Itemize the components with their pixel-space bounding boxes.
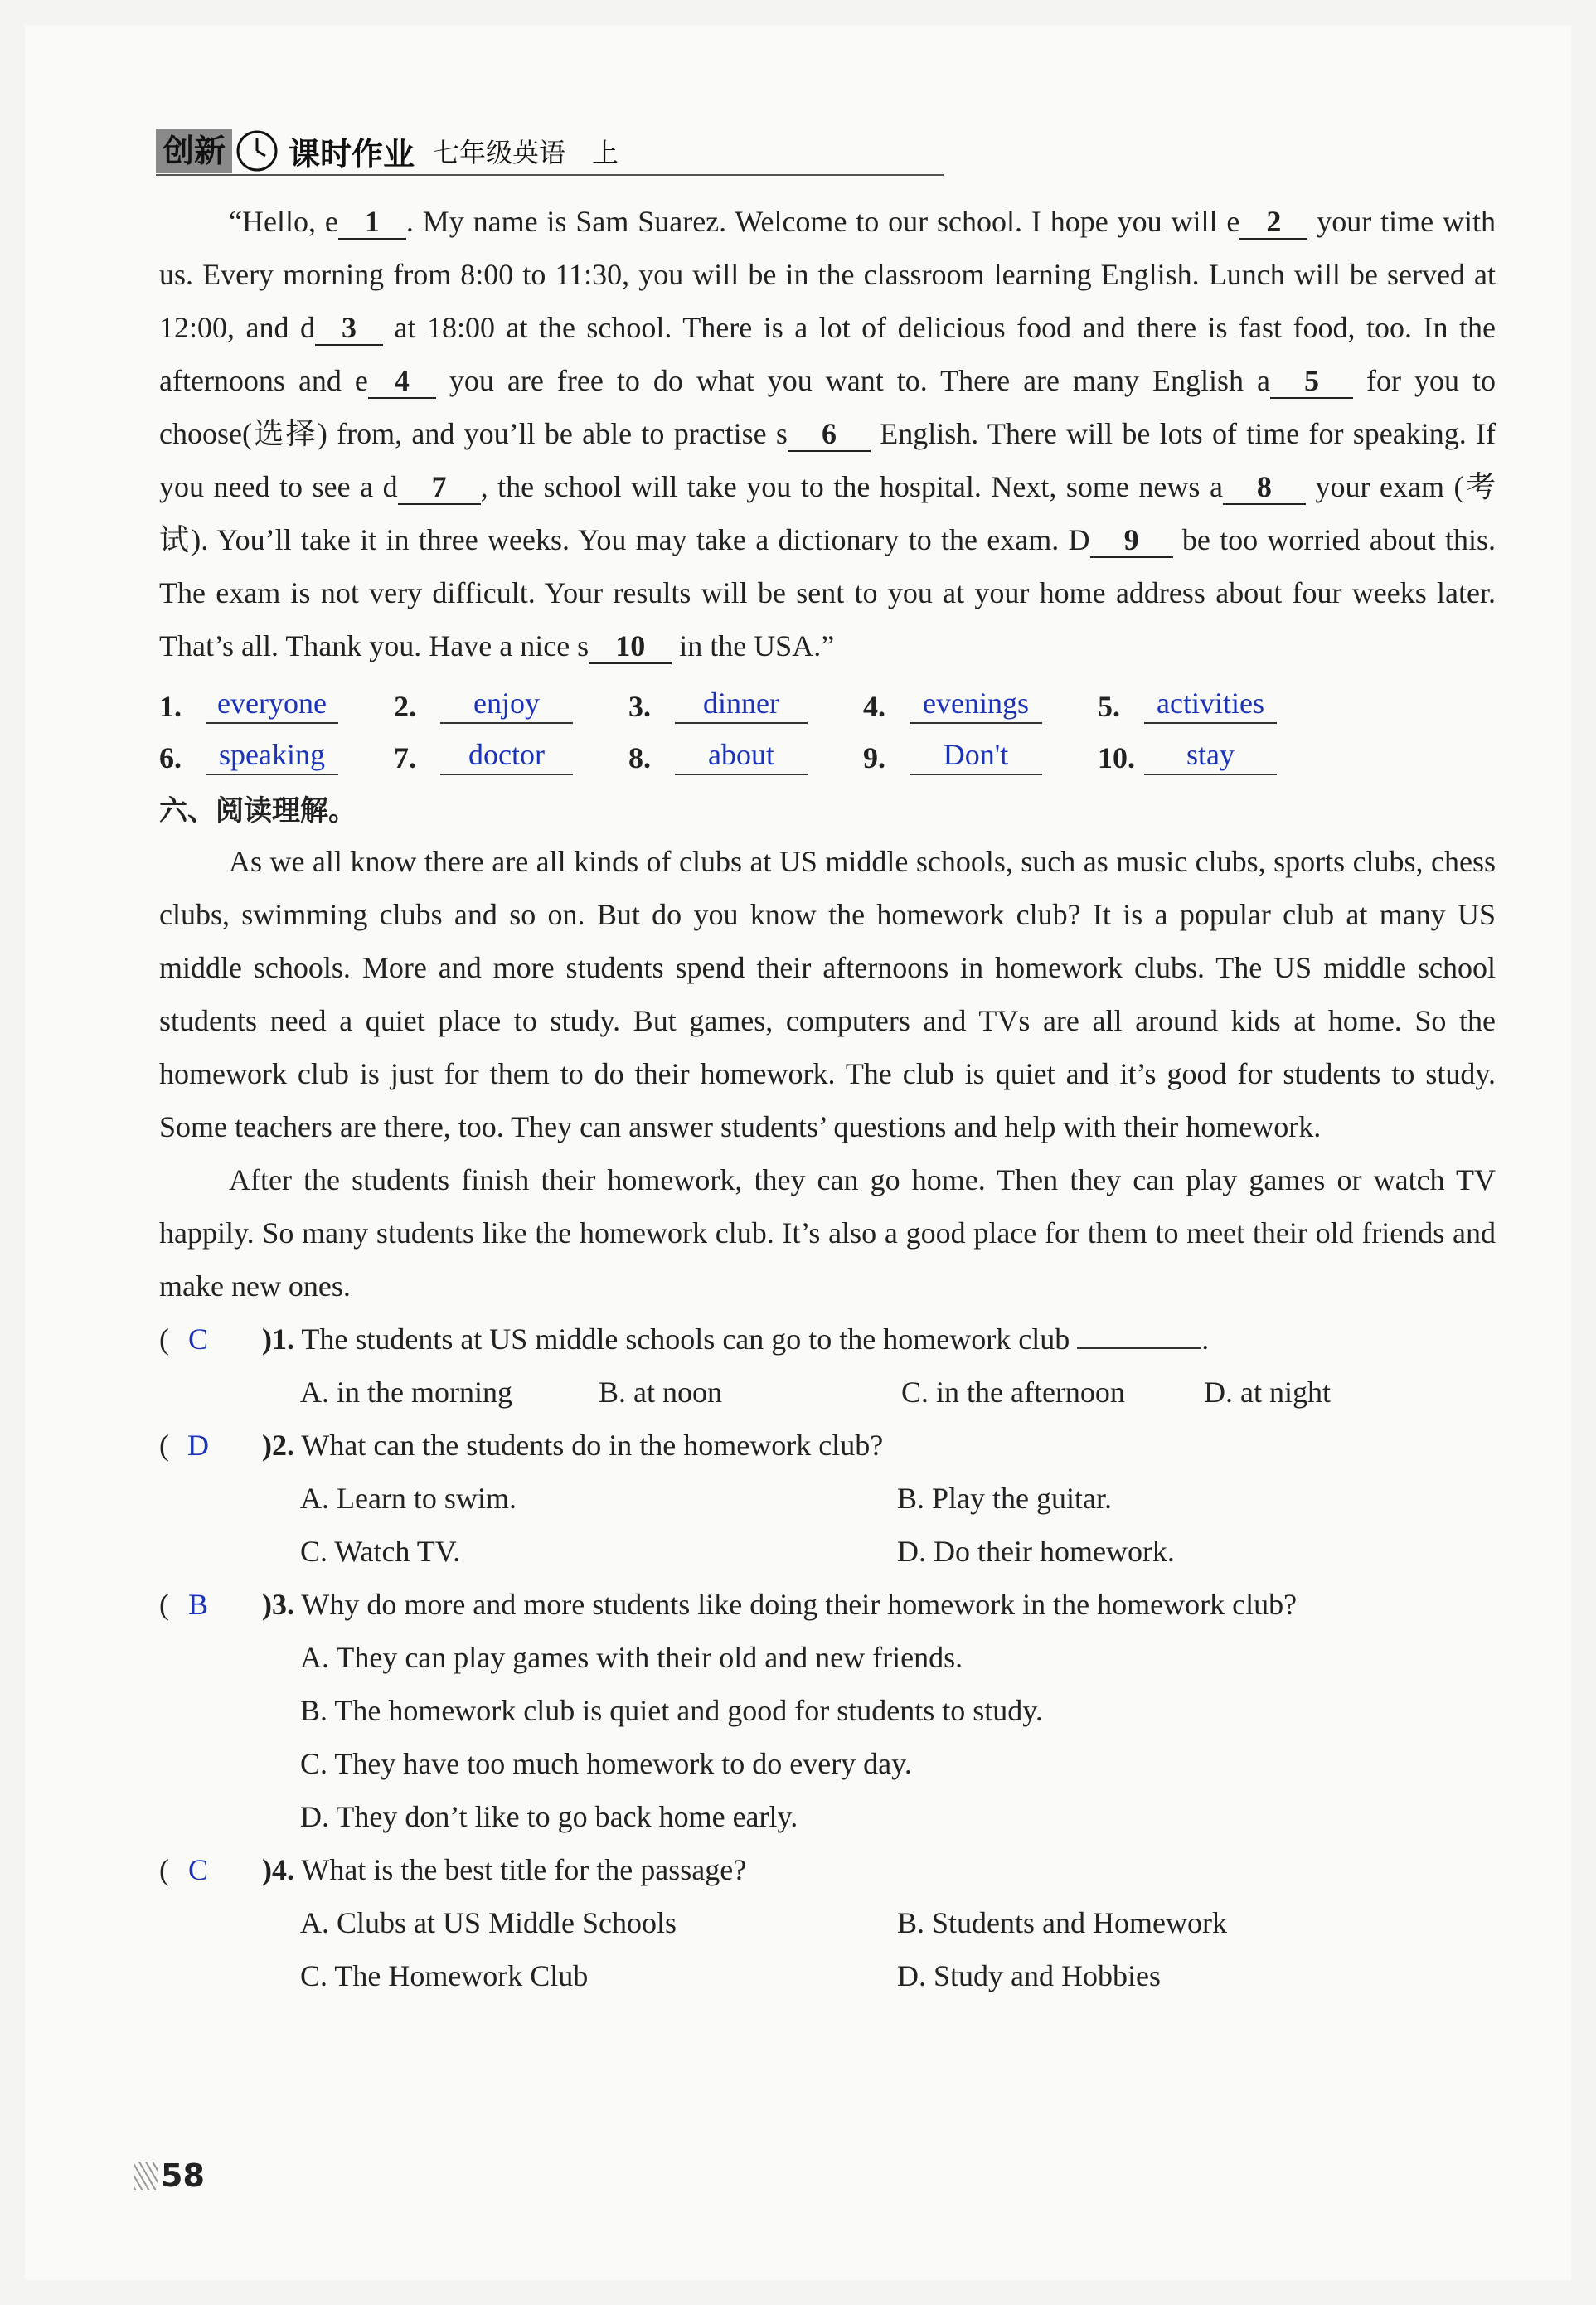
answer-paren: ( C bbox=[159, 1313, 262, 1366]
answer-row bbox=[159, 672, 1496, 724]
answer-value: doctor bbox=[440, 735, 573, 775]
text: English. There will be lots of time for speaking. If you need to see a d bbox=[159, 417, 1497, 503]
brand-label: 创新 bbox=[156, 129, 232, 173]
question-text: The students at US middle schools can go to the homework club bbox=[301, 1322, 1070, 1356]
reading-paragraph-1: As we all know there are all kinds of clubs at US middle schools, such as music clubs, sports clubs, chess clubs, swimming clubs and so on. But do you know the homework club? It is a popular club at many US middle schools. More and more students spend their afternoons in homework clubs. The US middle school students need a quiet place to study. But games, computers and TVs are all around kids at home. So the homework club is just for them to do their homework. The club is quiet and it’s good for students to study. Some teachers are there, too. They can answer students’ questions and help with their homework. bbox=[159, 845, 1496, 1143]
answer-value: enjoy bbox=[440, 684, 573, 724]
options-row bbox=[159, 1896, 1496, 1949]
hatch-decoration bbox=[134, 2162, 158, 2190]
question-text: What is the best title for the passage? bbox=[301, 1853, 747, 1886]
text: your exam (考试). You’ll take it in three weeks. You may take a dictionary to the exam. D bbox=[159, 470, 1497, 556]
answer-number: 6. bbox=[159, 741, 182, 774]
question-answer: C bbox=[187, 1853, 208, 1886]
answer-value: activities bbox=[1144, 684, 1277, 724]
text: your time with us. Every morning from 8:00 to 11:30, you will be in the classroom learning English. Lunch will be served at 12:00, and d bbox=[159, 205, 1497, 344]
page-header bbox=[156, 126, 944, 176]
options-row bbox=[159, 1684, 1496, 1737]
blank-2: 2 bbox=[1239, 205, 1307, 240]
header-subtitle: 七年级英语 上 bbox=[433, 137, 619, 168]
question-2 bbox=[159, 1419, 1496, 1472]
blank-1: 1 bbox=[338, 205, 406, 240]
options-row bbox=[159, 1737, 1496, 1790]
answer-number: 5. bbox=[1098, 690, 1120, 723]
text: you are free to do what you want to. There are many English a bbox=[435, 364, 1271, 397]
answer-number: 1. bbox=[159, 690, 182, 723]
header-divider bbox=[156, 174, 944, 176]
question-answer: D bbox=[187, 1429, 209, 1462]
option-b: B. Play the guitar. bbox=[897, 1482, 1112, 1515]
answer-paren: ( C bbox=[159, 1843, 262, 1896]
option-d: D. at night bbox=[1204, 1376, 1331, 1409]
option-a: A. They can play games with their old and new friends. bbox=[300, 1641, 963, 1674]
question-3 bbox=[159, 1578, 1496, 1631]
options-row bbox=[159, 1631, 1496, 1684]
options-row bbox=[159, 1949, 1496, 2002]
answer-item bbox=[394, 735, 628, 775]
blank-7: 7 bbox=[398, 470, 481, 505]
blank-6: 6 bbox=[788, 417, 871, 452]
option-d: D. They don’t like to go back home early. bbox=[300, 1800, 798, 1833]
option-b: B. The homework club is quiet and good for students to study. bbox=[300, 1694, 1043, 1727]
option-c: C. The Homework Club bbox=[300, 1959, 589, 1992]
answer-item bbox=[1098, 684, 1332, 724]
answer-key bbox=[159, 672, 1496, 775]
options-row bbox=[159, 1472, 1496, 1525]
question-text: Why do more and more students like doing their homework in the homework club? bbox=[301, 1588, 1298, 1621]
blank-4: 4 bbox=[368, 364, 436, 399]
question-label: )3. bbox=[262, 1588, 294, 1621]
question-label: )1. bbox=[262, 1322, 294, 1356]
text: be too worried about this. The exam is not very difficult. Your results will be sent to you at your home address about four weeks later. That’s all. Thank you. Have a nice s bbox=[159, 523, 1496, 662]
option-d: D. Study and Hobbies bbox=[897, 1959, 1161, 1992]
answer-paren: ( D bbox=[159, 1419, 262, 1472]
option-c: C. They have too much homework to do every day. bbox=[300, 1747, 912, 1780]
blank-8: 8 bbox=[1223, 470, 1306, 505]
main-content bbox=[159, 195, 1496, 2002]
question-1: ( C )1. The students at US middle schools can go to the homework club . bbox=[159, 1313, 1496, 1366]
answer-item bbox=[394, 684, 628, 724]
section-title: 六、阅读理解。 bbox=[159, 794, 357, 827]
answer-number: 4. bbox=[863, 690, 885, 723]
text: “Hello, e bbox=[229, 205, 338, 238]
clock-icon bbox=[235, 129, 279, 172]
blank-5: 5 bbox=[1270, 364, 1353, 399]
question-answer: C bbox=[187, 1322, 208, 1356]
option-a: A. in the morning bbox=[300, 1376, 512, 1409]
answer-item bbox=[159, 684, 394, 724]
option-b: B. Students and Homework bbox=[897, 1906, 1227, 1939]
option-c: C. in the afternoon bbox=[901, 1376, 1125, 1409]
reading-paragraph-2: After the students finish their homework, they can go home. Then they can play games or watch TV happily. So many students like the homework club. It’s also a good place for them to meet their old friends and make new ones. bbox=[159, 1163, 1496, 1303]
answer-item bbox=[628, 735, 863, 775]
passage-cloze bbox=[159, 195, 1496, 672]
answer-number: 10. bbox=[1098, 741, 1135, 774]
answer-number: 3. bbox=[628, 690, 651, 723]
question-answer: B bbox=[187, 1588, 208, 1621]
options-row bbox=[159, 1790, 1496, 1843]
option-a: A. Learn to swim. bbox=[300, 1482, 517, 1515]
answer-number: 2. bbox=[394, 690, 416, 723]
text: . My name is Sam Suarez. Welcome to our school. I hope you will e bbox=[405, 205, 1240, 238]
option-b: B. at noon bbox=[599, 1376, 722, 1409]
answer-value: stay bbox=[1144, 735, 1277, 775]
text: for you to choose(选择) from, and you’ll be able to practise s bbox=[159, 364, 1497, 450]
answer-value: dinner bbox=[675, 684, 808, 724]
answer-value: everyone bbox=[206, 684, 338, 724]
answer-item bbox=[863, 735, 1098, 775]
blank-10: 10 bbox=[589, 629, 672, 664]
question-blank bbox=[1077, 1314, 1201, 1349]
option-a: A. Clubs at US Middle Schools bbox=[300, 1906, 677, 1939]
answer-paren: ( B bbox=[159, 1578, 262, 1631]
question-label: )2. bbox=[262, 1429, 294, 1462]
option-c: C. Watch TV. bbox=[300, 1535, 461, 1568]
answer-number: 8. bbox=[628, 741, 651, 774]
options-row bbox=[159, 1366, 1496, 1419]
header-title: 课时作业 bbox=[289, 135, 415, 172]
answer-value: about bbox=[675, 735, 808, 775]
page-number-text: 58 bbox=[161, 2157, 205, 2194]
answer-item bbox=[1098, 735, 1332, 775]
answer-value: speaking bbox=[206, 735, 338, 775]
answer-item bbox=[863, 684, 1098, 724]
blank-3: 3 bbox=[315, 311, 383, 346]
question-text: What can the students do in the homework club? bbox=[301, 1429, 884, 1462]
answer-value: Don't bbox=[910, 735, 1042, 775]
question-label: )4. bbox=[262, 1853, 294, 1886]
option-d: D. Do their homework. bbox=[897, 1535, 1175, 1568]
answer-number: 9. bbox=[863, 741, 885, 774]
answer-item bbox=[159, 735, 394, 775]
answer-value: evenings bbox=[910, 684, 1042, 724]
page-number bbox=[134, 2157, 205, 2194]
text: , the school will take you to the hospital. Next, some news a bbox=[480, 470, 1223, 503]
options-row bbox=[159, 1525, 1496, 1578]
text: at 18:00 at the school. There is a lot of delicious food and there is fast food, too. In the afternoons and e bbox=[159, 311, 1496, 397]
blank-9: 9 bbox=[1090, 523, 1173, 558]
question-4 bbox=[159, 1843, 1496, 1896]
text: in the USA.” bbox=[672, 629, 835, 662]
answer-number: 7. bbox=[394, 741, 416, 774]
answer-row bbox=[159, 724, 1496, 775]
answer-item bbox=[628, 684, 863, 724]
